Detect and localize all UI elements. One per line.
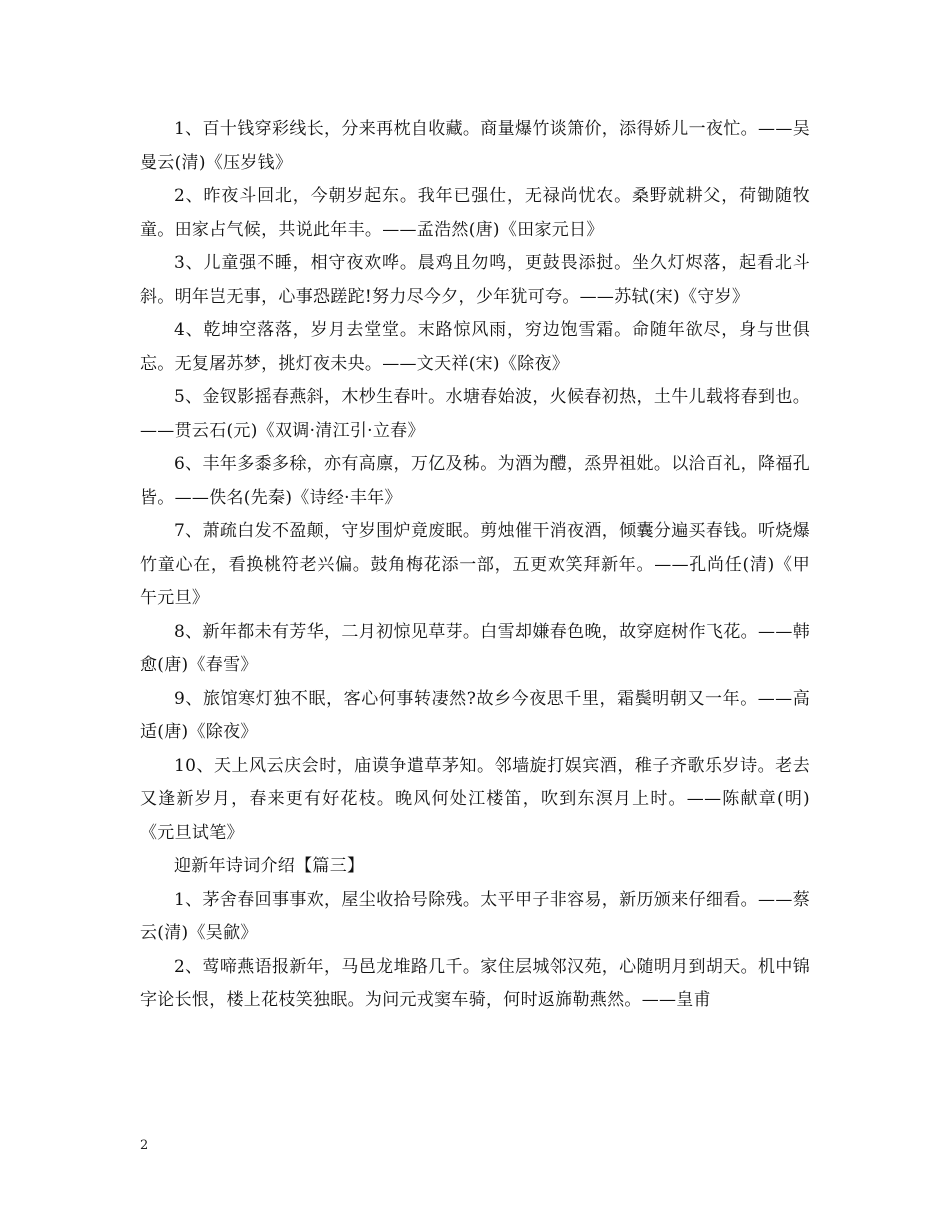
poem-entry-4: 4、乾坤空落落，岁月去堂堂。末路惊风雨，穷边饱雪霜。命随年欲尽，身与世俱忘。无复屠苏梦，挑灯夜未央。——文天祥(宋)《除夜》 xyxy=(140,320,810,374)
poem-entry-1: 1、百十钱穿彩线长，分来再枕自收藏。商量爆竹谈箫价，添得娇儿一夜忙。——吴曼云(清)《压岁钱》 xyxy=(140,119,810,173)
poem-entry-10: 10、天上风云庆会时，庙谟争遣草茅知。邻墙旋打娱宾酒，稚子齐歌乐岁诗。老去又逢新岁月，春来更有好花枝。晚风何处江楼笛，吹到东溟月上时。——陈献章(明)《元旦试笔》 xyxy=(140,755,810,843)
poem-entry-6: 6、丰年多黍多稌，亦有高廪，万亿及秭。为酒为醴，烝畀祖妣。以洽百礼，降福孔皆。——佚名(先秦)《诗经·丰年》 xyxy=(140,454,810,508)
document-body xyxy=(140,113,810,1018)
poem-entry-5: 5、金钗影摇春燕斜，木杪生春叶。水塘春始波，火候春初热，土牛儿载将春到也。——贯云石(元)《双调·清江引·立春》 xyxy=(140,387,810,441)
poem-entry-7: 7、萧疏白发不盈颠，守岁围炉竟废眠。剪烛催干消夜酒，倾囊分遍买春钱。听烧爆竹童心在，看换桃符老兴偏。鼓角梅花添一部，五更欢笑拜新年。——孔尚任(清)《甲午元旦》 xyxy=(140,521,810,608)
poem-entry-12: 2、莺啼燕语报新年，马邑龙堆路几千。家住层城邻汉苑，心随明月到胡天。机中锦字论长恨，楼上花枝笑独眠。为问元戎窦车骑，何时返旆勒燕然。——皇甫 xyxy=(140,956,810,1010)
poem-entry-2: 2、昨夜斗回北，今朝岁起东。我年已强仕，无禄尚忧农。桑野就耕父，荷锄随牧童。田家占气候，共说此年丰。——孟浩然(唐)《田家元日》 xyxy=(140,186,810,240)
page-number: 2 xyxy=(140,1138,149,1153)
poem-entry-9: 9、旅馆寒灯独不眠，客心何事转凄然?故乡今夜思千里，霜鬓明朝又一年。——高适(唐)《除夜》 xyxy=(140,688,810,742)
poem-entry-3: 3、儿童强不睡，相守夜欢哗。晨鸡且勿鸣，更鼓畏添挝。坐久灯烬落，起看北斗斜。明年岂无事，心事恐蹉跎!努力尽今夕，少年犹可夸。——苏轼(宋)《守岁》 xyxy=(140,253,810,307)
poem-entry-11: 1、茅舍春回事事欢，屋尘收拾号除残。太平甲子非容易，新历颁来仔细看。——蔡云(清)《吴歈》 xyxy=(140,889,810,943)
poem-entry-8: 8、新年都未有芳华，二月初惊见草芽。白雪却嫌春色晚，故穿庭树作飞花。——韩愈(唐)《春雪》 xyxy=(140,621,810,675)
section-heading: 迎新年诗词介绍【篇三】 xyxy=(174,856,365,876)
